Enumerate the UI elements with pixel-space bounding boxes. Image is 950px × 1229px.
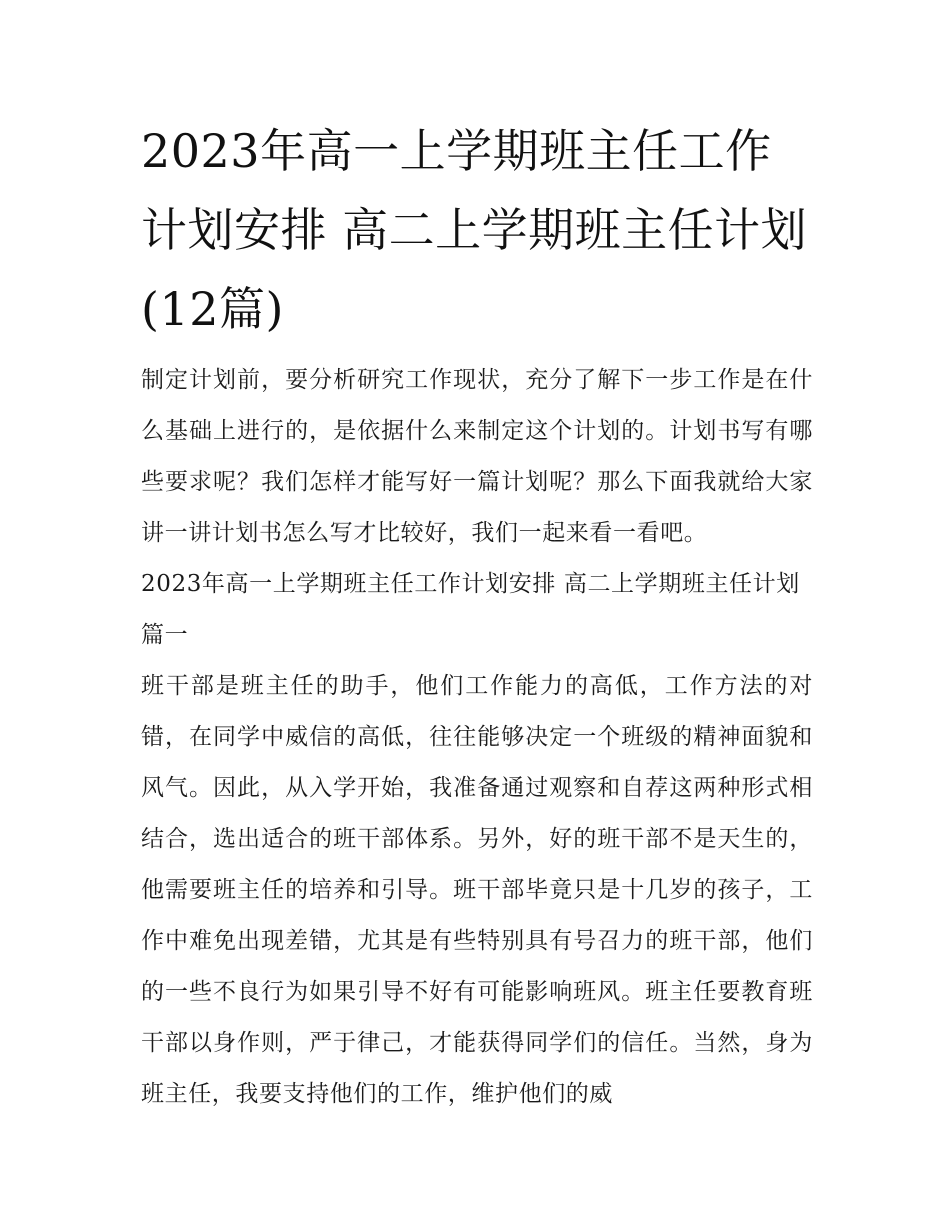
section-heading: 2023年高一上学期班主任工作计划安排 高二上学期班主任计划篇一 <box>141 571 800 648</box>
section-body-paragraph: 班干部是班主任的助手，他们工作能力的高低，工作方法的对错，在同学中威信的高低，往往能够决定一个班级的精神面貌和风气。因此，从入学开始，我准备通过观察和自荐这两种形式相结合，选出适合的班干部体系。另外，好的班干部不是天生的，他需要班主任的培养和引导。班干部毕竟只是十几岁的孩子，工作中难免出现差错，尤其是有些特别具有号召力的班干部，他们的一些不良行为如果引导不好有可能影响班风。班主任要教育班干部以身作则，严于律己，才能获得同学们的信任。当然，身为班主任，我要支持他们的工作，维护他们的威 <box>141 673 813 1107</box>
intro-paragraph: 制定计划前，要分析研究工作现状，充分了解下一步工作是在什么基础上进行的，是依据什么来制定这个计划的。计划书写有哪些要求呢？我们怎样才能写好一篇计划呢？那么下面我就给大家讲一讲计划书怎么写才比较好，我们一起来看一看吧。 <box>141 367 813 546</box>
document-content <box>141 112 813 1120</box>
document-title: 2023年高一上学期班主任工作计划安排 高二上学期班主任计划(12篇) <box>141 124 808 336</box>
